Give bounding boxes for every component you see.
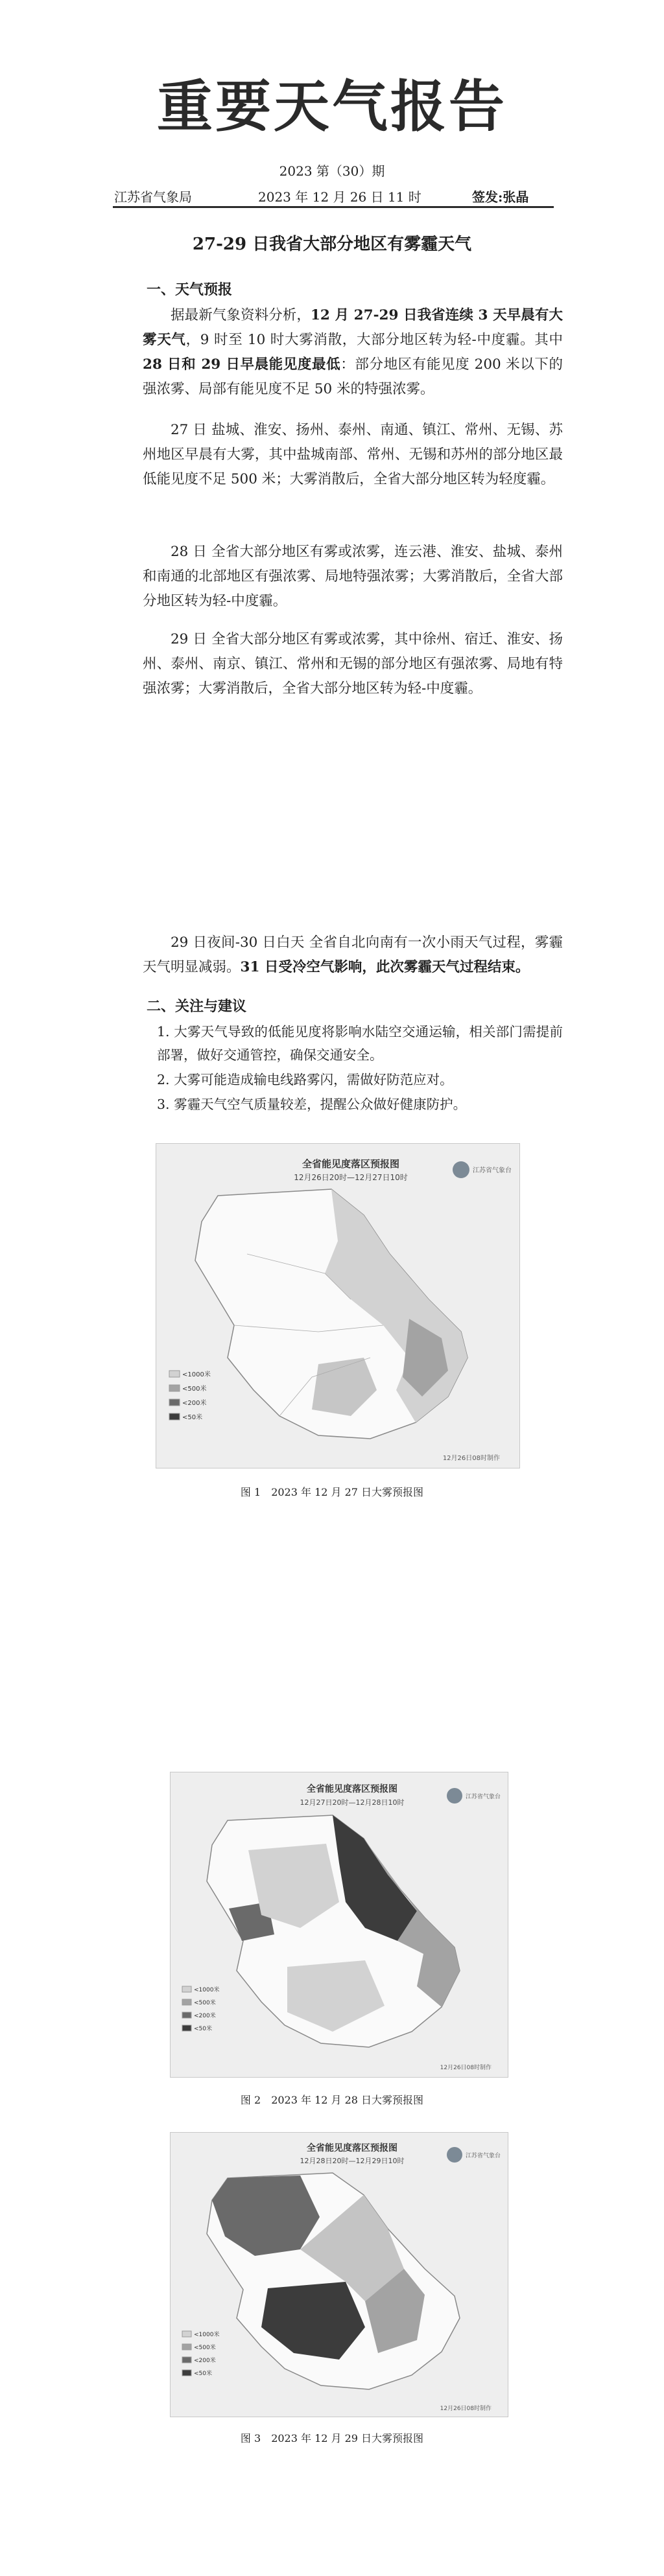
advice-item-2: 2. 大雾可能造成输电线路雾闪，需做好防范应对。 xyxy=(157,1072,453,1087)
figure-caption-1: 图 1 2023 年 12 月 27 日大雾预报图 xyxy=(240,1486,424,1498)
svg-text:<50米: <50米 xyxy=(182,1414,203,1421)
map-time: 12月26日20时—12月27日10时 xyxy=(294,1173,408,1182)
header-rule xyxy=(113,206,554,208)
svg-text:<200米: <200米 xyxy=(182,1400,207,1407)
figure-caption-3: 图 3 2023 年 12 月 29 日大雾预报图 xyxy=(240,2432,424,2444)
map-time: 12月28日20时—12月29日10时 xyxy=(300,2157,405,2165)
svg-text:<50米: <50米 xyxy=(194,2371,212,2377)
svg-text:<500米: <500米 xyxy=(194,2000,216,2006)
svg-text:<50米: <50米 xyxy=(194,2026,212,2032)
map-title: 全省能见度落区预报图 xyxy=(307,1784,397,1794)
svg-text:江苏省气象台: 江苏省气象台 xyxy=(466,2153,501,2159)
issue-number: 2023 第（30）期 xyxy=(279,163,385,179)
agency-name: 江苏省气象局 xyxy=(114,189,192,205)
svg-text:<1000米: <1000米 xyxy=(182,1371,211,1378)
svg-text:<1000米: <1000米 xyxy=(194,2332,220,2338)
report-title: 重要天气报告 xyxy=(157,75,507,139)
section-title-forecast: 一、天气预报 xyxy=(147,281,233,298)
forecast-paragraph-1: 据最新气象资料分析，12 月 27-29 日我省连续 3 天早晨有大雾天气，9 时至 10 时大雾消散，大部分地区转为轻-中度霾。其中28 日和 29 日早晨能见度最低：部分地区有能见度 200 米以下的强浓雾、局部有能见度不足 50 米的特强浓雾。 xyxy=(143,307,563,397)
map-title: 全省能见度落区预报图 xyxy=(302,1158,400,1170)
map-footer: 12月26日08时制作 xyxy=(440,2406,492,2412)
fog-map-figure-2 xyxy=(170,1772,508,2078)
svg-text:<200米: <200米 xyxy=(194,2013,216,2019)
svg-text:江苏省气象台: 江苏省气象台 xyxy=(466,1794,501,1800)
advice-item-1: 1. 大雾天气导致的低能见度将影响水陆空交通运输，相关部门需提前部署，做好交通管控，确保交通安全。 xyxy=(157,1024,563,1063)
figure-caption-2: 图 2 2023 年 12 月 28 日大雾预报图 xyxy=(240,2094,424,2106)
map-time: 12月27日20时—12月28日10时 xyxy=(300,1798,405,1807)
forecast-paragraph-28: 28 日 全省大部分地区有雾或浓雾，连云港、淮安、盐城、泰州和南通的北部地区有强浓雾、局地特强浓雾；大雾消散后，全省大部分地区转为轻-中度霾。 xyxy=(143,544,563,609)
headline: 27-29 日我省大部分地区有雾霾天气 xyxy=(192,235,472,254)
svg-text:<200米: <200米 xyxy=(194,2358,216,2364)
forecast-paragraph-29: 29 日 全省大部分地区有雾或浓雾，其中徐州、宿迁、淮安、扬州、泰州、南京、镇江、常州和无锡的部分地区有强浓雾、局地有特强浓雾；大雾消散后，全省大部分地区转为轻-中度霾。 xyxy=(143,631,563,697)
forecast-paragraph-30: 29 日夜间-30 日白天 全省自北向南有一次小雨天气过程，雾霾天气明显减弱。31 日受冷空气影响，此次雾霾天气过程结束。 xyxy=(143,934,563,975)
map-footer: 12月26日08时制作 xyxy=(440,2065,492,2071)
svg-text:<500米: <500米 xyxy=(182,1386,207,1393)
advice-item-3: 3. 雾霾天气空气质量较差，提醒公众做好健康防护。 xyxy=(157,1097,467,1112)
svg-text:<500米: <500米 xyxy=(194,2345,216,2351)
signer: 签发:张晶 xyxy=(472,189,529,205)
fog-map-figure-3 xyxy=(170,2132,508,2417)
svg-text:<1000米: <1000米 xyxy=(194,1987,220,1993)
svg-text:江苏省气象台: 江苏省气象台 xyxy=(473,1167,512,1174)
map-title: 全省能见度落区预报图 xyxy=(307,2143,397,2153)
section-title-advice: 二、关注与建议 xyxy=(147,998,247,1015)
issue-datetime: 2023 年 12 月 26 日 11 时 xyxy=(258,189,421,205)
fog-map-figure-1 xyxy=(156,1143,520,1468)
map-footer: 12月26日08时制作 xyxy=(442,1455,500,1462)
forecast-paragraph-27: 27 日 盐城、淮安、扬州、泰州、南通、镇江、常州、无锡、苏州地区早晨有大雾，其中盐城南部、常州、无锡和苏州的部分地区最低能见度不足 500 米；大雾消散后，全省大部分地区转为轻度霾。 xyxy=(143,422,563,487)
